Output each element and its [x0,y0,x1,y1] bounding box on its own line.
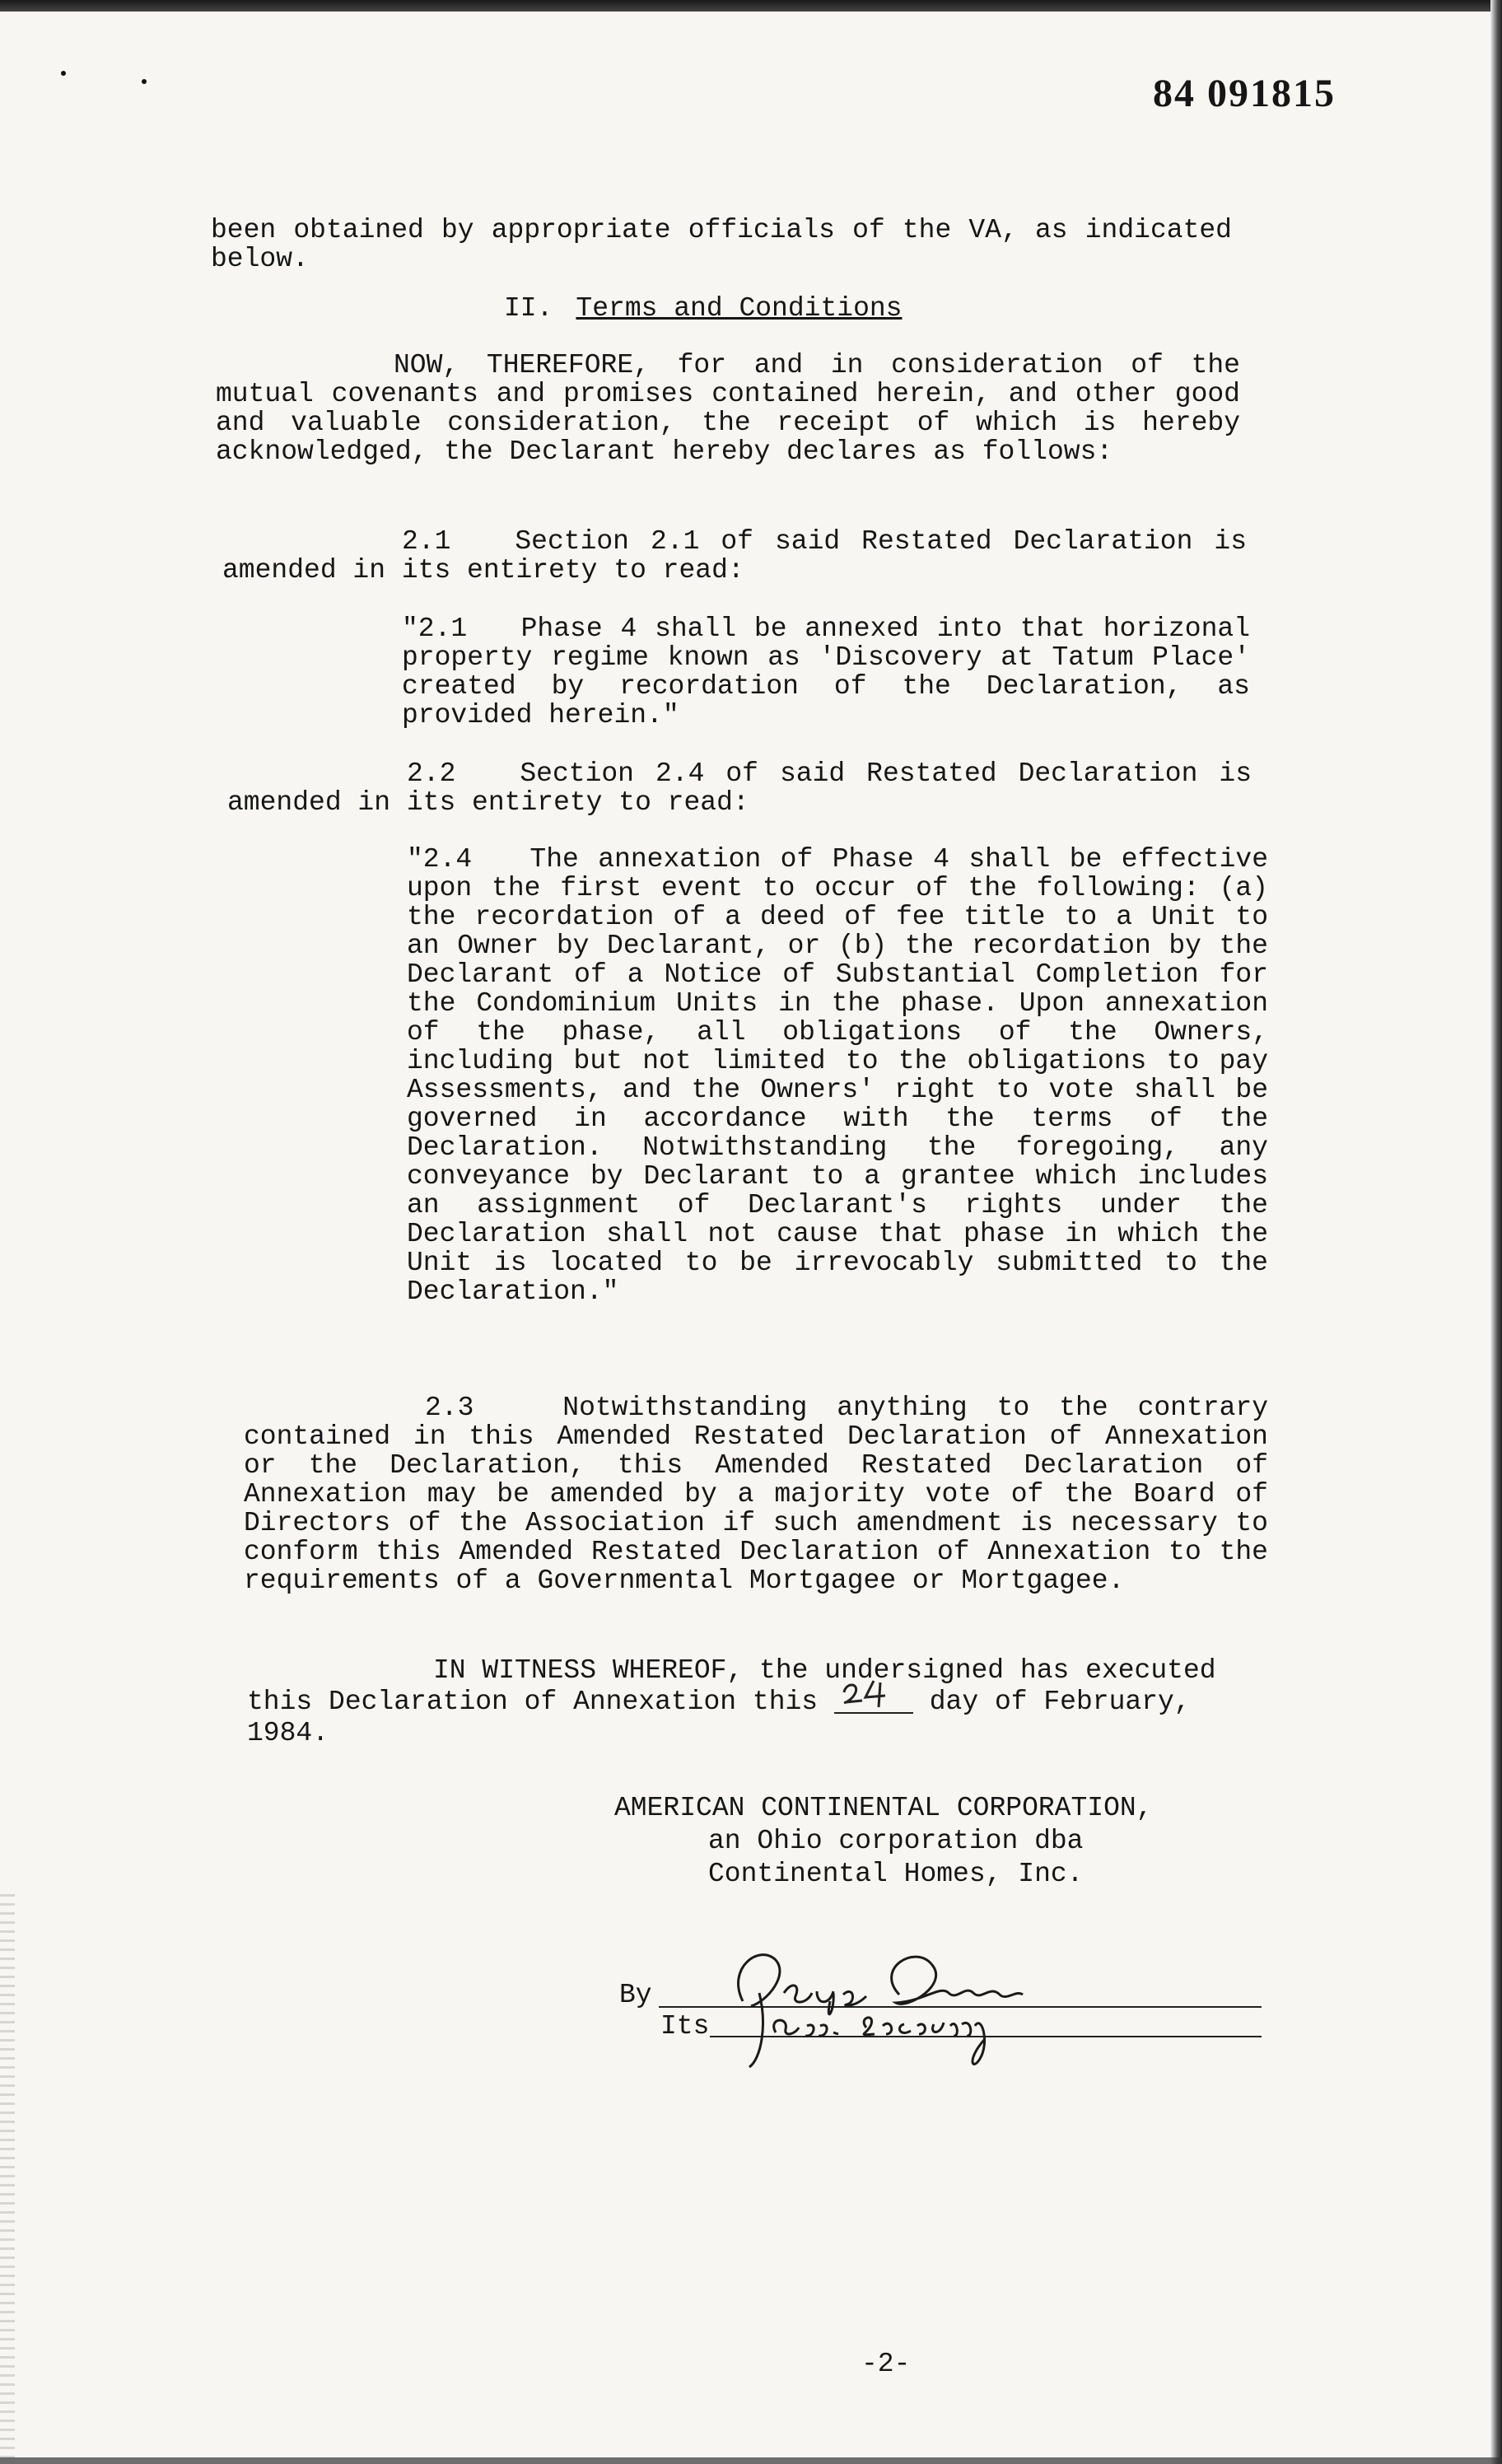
signature-block [619,1937,1278,2060]
item-2-2-intro: 2.2 Section 2.4 of said Restated Declaration is amended in its entirety to read: [227,758,1268,818]
corporation-name: AMERICAN CONTINENTAL CORPORATION, [614,1793,1153,1823]
item-2-3-paragraph: 2.3 Notwithstanding anything to the contrary contained in this Amended Restated Declaration of Annexation or the Declaration, this Amended Restated Declaration of Annexation may be amended by a majority vote of the Board of Directors of the Association if such amendment is necessary to conform this Amended Restated Declaration of Annexation to the requirements of a Governmental Mortgagee or Mortgagee. [244,1393,1285,1596]
intro-continuation: been obtained by appropriate officials of the VA, as indicated below. [211,215,1248,274]
corporation-dba: Continental Homes, Inc. [708,1859,1084,1889]
witness-text-after: day of February, 1984. [247,1687,1191,1748]
scan-top-border [0,0,1502,12]
by-label: By [619,1980,652,2010]
document-number: 84 091815 [1153,72,1336,115]
scan-bottom-border [0,2457,1502,2464]
section-heading [504,293,903,324]
its-label: Its [660,2011,710,2042]
witness-clause [247,1655,1268,1749]
day-field [834,1687,913,1714]
page-number: -2- [861,2349,911,2379]
item-2-4-quote: "2.4 The annexation of Phase 4 shall be effective upon the first event to occur of the following: (a) the recordation of a deed of fee title to a Unit to an Owner by Declarant, or (b) the recordation by the Declarant of a Notice of Substantial Completion for the Condominium Units in the phase. Upon annexation of the phase, all obligations of the Owners, including but not limited to the obligations to pay Assessments, and the Owners' right to vote shall be governed in accordance with the terms of the Declaration. Notwithstanding the foregoing, any conveyance by Declarant to a grantee which includes an assignment of Declarant's rights under the Declaration shall not cause that phase in which the Unit is located to be irrevocably submitted to the Declaration." [407,844,1285,1307]
section-title: Terms and Conditions [576,293,903,324]
item-2-1-quote: "2.1 Phase 4 shall be annexed into that horizonal property regime known as 'Discovery at Tatum Place' created by recordation of the Declaration, as provided herein." [402,614,1266,730]
handwritten-signature [710,1935,1171,2075]
scan-left-edge-marks [0,1894,15,2462]
corporation-description: an Ohio corporation dba [708,1826,1084,1856]
section-number: II. [504,293,553,324]
scan-speck [61,71,66,76]
day-handwriting [837,1676,917,1709]
scan-right-edge [1490,0,1502,2464]
witness-text-before: IN WITNESS WHEREOF, the undersigned has executed this Declaration of Annexation this [247,1655,1216,1717]
corporation-block [614,1792,1153,1891]
scan-speck [142,79,147,84]
item-2-1-intro: 2.1 Section 2.1 of said Restated Declaration is amended in its entirety to read: [222,526,1263,586]
now-therefore-paragraph: NOW, THEREFORE, for and in consideration of the mutual covenants and promises contained herein, and other good and valuable consideration, the receipt of which is hereby acknowledged, the Declarant hereby declares as follows: [216,350,1257,467]
